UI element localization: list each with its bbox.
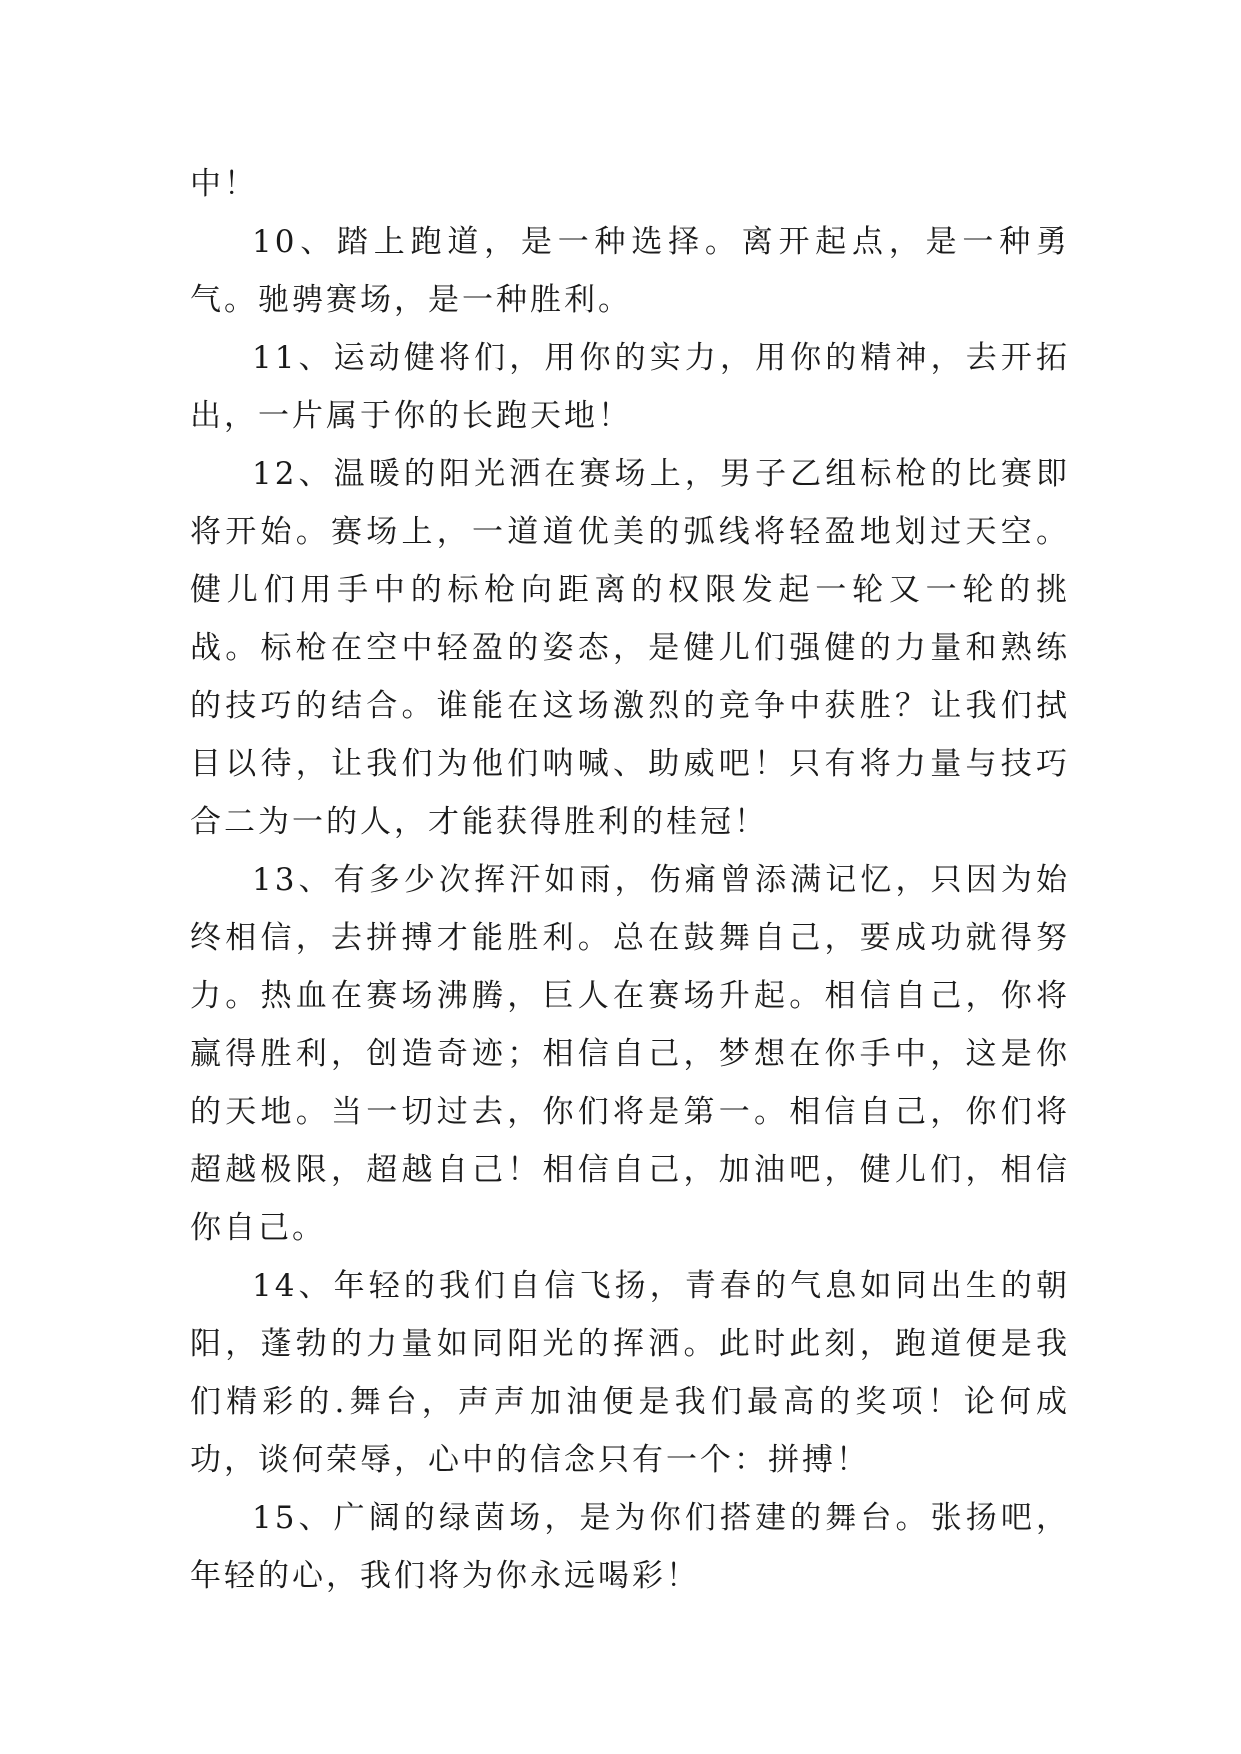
paragraph-11: 11、运动健将们，用你的实力，用你的精神，去开拓出，一片属于你的长跑天地！	[190, 340, 1070, 434]
paragraph-continuation: 中！	[190, 166, 258, 202]
document-body	[190, 155, 1070, 1605]
paragraph-15: 15、广阔的绿茵场，是为你们搭建的舞台。张扬吧，年轻的心，我们将为你永远喝彩！	[190, 1500, 1070, 1594]
paragraph-13: 13、有多少次挥汗如雨，伤痛曾添满记忆，只因为始终相信，去拼搏才能胜利。总在鼓舞自己，要成功就得努力。热血在赛场沸腾，巨人在赛场升起。相信自己，你将赢得胜利，创造奇迹；相信自己，梦想在你手中，这是你的天地。当一切过去，你们将是第一。相信自己，你们将超越极限，超越自己！相信自己，加油吧，健儿们，相信你自己。	[190, 862, 1070, 1246]
paragraph-14: 14、年轻的我们自信飞扬，青春的气息如同出生的朝阳，蓬勃的力量如同阳光的挥洒。此时此刻，跑道便是我们精彩的.舞台，声声加油便是我们最高的奖项！论何成功，谈何荣辱，心中的信念只有一个：拼搏！	[190, 1268, 1070, 1478]
paragraph-12: 12、温暖的阳光洒在赛场上，男子乙组标枪的比赛即将开始。赛场上，一道道优美的弧线将轻盈地划过天空。健儿们用手中的标枪向距离的权限发起一轮又一轮的挑战。标枪在空中轻盈的姿态，是健儿们强健的力量和熟练的技巧的结合。谁能在这场激烈的竞争中获胜？让我们拭目以待，让我们为他们呐喊、助威吧！只有将力量与技巧合二为一的人，才能获得胜利的桂冠！	[190, 456, 1070, 840]
paragraph-10: 10、踏上跑道，是一种选择。离开起点，是一种勇气。驰骋赛场，是一种胜利。	[190, 224, 1070, 318]
